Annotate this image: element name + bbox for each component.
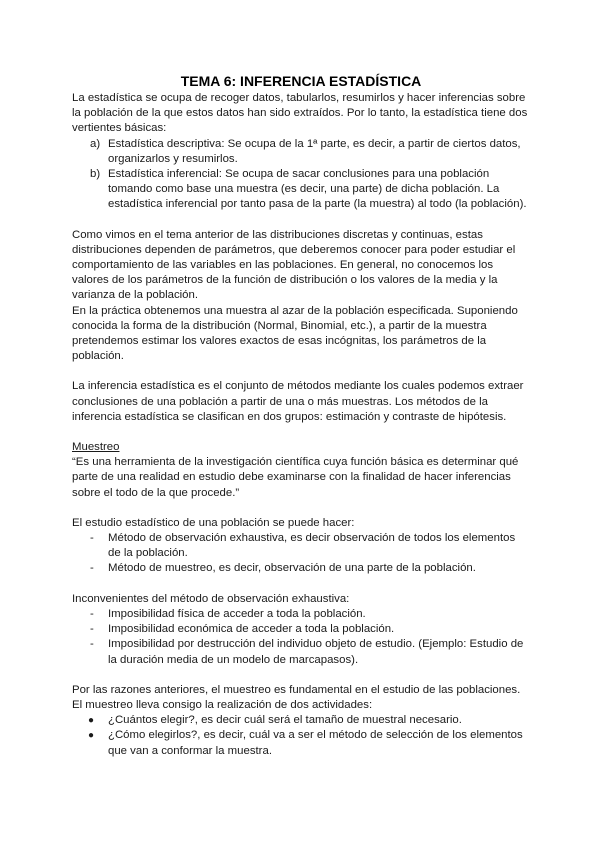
inconvenientes-list xyxy=(72,607,530,668)
list-item-text: Imposibilidad por destrucción del individuo objeto de estudio. (Ejemplo: Estudio de la duración media de un modelo de marcapasos). xyxy=(108,638,524,666)
list-item xyxy=(72,561,530,576)
intro-paragraph: La estadística se ocupa de recoger datos, tabularlos, resumirlos y hacer inferencias sobre la población de la que estos datos han sido extraídos. Por lo tanto, la estadística tiene dos vertientes básicas: xyxy=(72,92,528,135)
spacer xyxy=(72,425,530,440)
actividades-list xyxy=(72,713,530,759)
list-marker: - xyxy=(90,562,94,575)
inferencia-paragraph: La inferencia estadística es el conjunto de métodos mediante los cuales podemos extraer conclusiones de una población a partir de una o más muestras. Los métodos de la inferencia estadística se clasifican en dos grupos: estimación y contraste de hipótesis. xyxy=(72,380,524,423)
list-item-text: Imposibilidad física de acceder a toda la población. xyxy=(108,607,366,620)
inconvenientes-intro: Inconvenientes del método de observación exhaustiva: xyxy=(72,592,350,605)
estudio-intro: El estudio estadístico de una población se puede hacer: xyxy=(72,516,355,529)
section-heading-muestreo: Muestreo xyxy=(72,441,120,454)
page-title: TEMA 6: INFERENCIA ESTADÍSTICA xyxy=(180,73,422,89)
list-item xyxy=(72,137,530,167)
list-item xyxy=(72,531,530,561)
list-marker: - xyxy=(90,607,94,620)
list-item xyxy=(72,637,530,667)
list-marker: - xyxy=(90,532,94,545)
list-item xyxy=(72,728,530,758)
list-marker: - xyxy=(90,638,94,651)
actividades-intro: El muestreo lleva consigo la realización de dos actividades: xyxy=(72,698,373,711)
spacer xyxy=(72,364,530,379)
list-item xyxy=(72,713,530,728)
list-item-text: Método de observación exhaustiva, es decir observación de todos los elementos de la población. xyxy=(108,532,516,560)
spacer xyxy=(72,668,530,683)
list-marker: b) xyxy=(90,168,101,181)
list-item xyxy=(72,607,530,622)
list-item-text: Estadística inferencial: Se ocupa de sacar conclusiones para una población tomando como base una muestra (es decir, una parte) de dicha población. La estadística inferencial por tanto pasa de la parte (la muestra) al todo (la población). xyxy=(108,168,527,211)
distribuciones-paragraph: Como vimos en el tema anterior de las distribuciones discretas y continuas, estas distribuciones dependen de parámetros, que deberemos conocer para poder estudiar el comportamiento de las variables en las poblaciones. En general, no conocemos los valores de los parámetros de la función de distribución o los valores de la media y la varianza de la población. xyxy=(72,228,516,302)
spacer xyxy=(72,577,530,592)
page-content xyxy=(72,72,530,759)
list-item xyxy=(72,167,530,213)
muestreo-quote: “Es una herramienta de la investigación científica cuya función básica es determinar qué parte de una realidad en estudio debe examinarse con la finalidad de hacer inferencias sobre el todo de la que procede.” xyxy=(72,456,519,499)
practica-paragraph: En la práctica obtenemos una muestra al azar de la población especificada. Suponiendo conocida la forma de la distribución (Normal, Binomial, etc.), a partir de la muestra pretendemos estimar los valores exactos de esas incógnitas, los parámetros de la población. xyxy=(72,304,518,363)
bullet-icon: ● xyxy=(88,730,95,742)
estudio-list xyxy=(72,531,530,577)
razones-paragraph: Por las razones anteriores, el muestreo es fundamental en el estudio de las poblaciones. xyxy=(72,683,521,696)
list-item-text: Estadística descriptiva: Se ocupa de la 1ª parte, es decir, a partir de ciertos datos, organizarlos y resumirlos. xyxy=(108,137,521,165)
vertientes-list xyxy=(72,137,530,213)
list-marker: a) xyxy=(90,137,101,150)
list-item-text: Imposibilidad económica de acceder a toda la población. xyxy=(108,623,395,636)
list-item-text: ¿Cómo elegirlos?, es decir, cuál va a ser el método de selección de los elementos que van a conformar la muestra. xyxy=(108,729,523,757)
list-item-text: ¿Cuántos elegir?, es decir cuál será el tamaño de muestral necesario. xyxy=(108,714,462,727)
list-item xyxy=(72,622,530,637)
list-marker: - xyxy=(90,623,94,636)
spacer xyxy=(72,501,530,516)
list-item-text: Método de muestreo, es decir, observación de una parte de la población. xyxy=(108,562,476,575)
spacer xyxy=(72,213,530,228)
bullet-icon: ● xyxy=(88,715,95,727)
